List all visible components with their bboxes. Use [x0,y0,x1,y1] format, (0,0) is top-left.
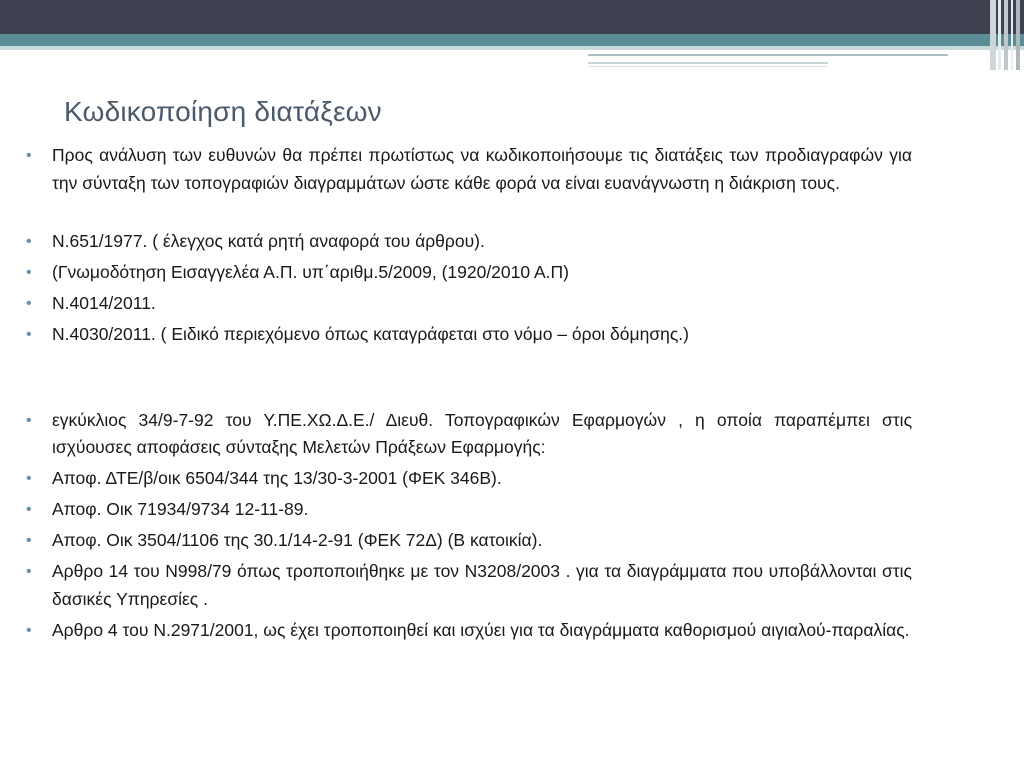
header-band [0,0,1024,34]
list-item [26,321,912,349]
list-item [26,142,912,197]
decorative-vertical-bar [1011,0,1013,70]
bullet-icon: • [26,147,32,164]
header-light-stripe [0,46,1024,50]
list-item-text: (Γνωμοδότηση Εισαγγελέα Α.Π. υπ΄αριθμ.5/2009, (1920/2010 Α.Π) [52,261,570,282]
decorative-line [588,54,948,56]
list-item [26,527,912,555]
list-item [26,228,912,256]
bullet-icon: • [26,411,32,429]
decorative-vertical-bar [1016,0,1020,70]
bullet-icon: • [26,532,32,549]
list-item [26,290,912,318]
list-item [26,496,912,524]
list-item [26,259,912,287]
list-item-text: Αρθρο 14 του Ν998/79 όπως τροποποιήθηκε με τον Ν3208/2003 . για τα διαγράμματα που υποβάλλονται στις δασικές Υπηρεσίες . [52,561,912,609]
decorative-vertical-bar [1004,0,1008,70]
list-item-text: εγκύκλιος 34/9-7-92 του Υ.ΠΕ.ΧΩ.Δ.Ε./ Διευθ. Τοπογραφικών Εφαρμογών , η οποία παραπέμπει στις ισχύουσες αποφάσεις σύνταξης Μελετών Πράξεων Εφαρμογής: [52,409,912,457]
bullet-icon: • [26,501,32,518]
list-item-text: Ν.4030/2011. ( Ειδικό περιεχόμενο όπως καταγράφεται στο νόμο – όροι δόμησης.) [52,323,689,344]
list-item [26,558,912,613]
bullet-icon: • [26,294,32,312]
list-item-text: Αποφ. ΔΤΕ/β/οικ 6504/344 της 13/30-3-2001 (ΦΕΚ 346Β). [52,468,502,488]
list-item-text: Προς ανάλυση των ευθυνών θα πρέπει πρωτίστως να κωδικοποιήσουμε τις διατάξεις των προδιαγραφών για την σύνταξη των τοπογραφιών διαγραμμάτων ώστε κάθε φορά να είναι ευανάγνωστη η διάκριση τους. [52,145,912,193]
decorative-line [588,62,828,64]
list-item-text: Αποφ. Οικ 71934/9734 12-11-89. [52,499,309,519]
decorative-line [588,66,828,67]
slide-title: Κωδικοποίηση διατάξεων [64,96,382,127]
bullet-list [26,142,912,648]
decorative-vertical-bar [998,0,1001,70]
bullet-icon: • [26,563,32,580]
list-item-text: Ν.4014/2011. [52,292,156,313]
decorative-vertical-bar [990,0,996,70]
list-item [26,407,912,462]
list-item [26,465,912,493]
spacer [26,201,912,228]
bullet-icon: • [26,263,32,281]
header-accent-stripe [0,34,1024,46]
list-item-text: Ν.651/1977. ( έλεγχος κατά ρητή αναφορά του άρθρου). [52,230,485,251]
bullet-icon: • [26,232,32,250]
list-item-text: Αποφ. Οικ 3504/1106 της 30.1/14-2-91 (ΦΕΚ 72Δ) (Β κατοικία). [52,530,543,550]
bullet-icon: • [26,470,32,487]
list-item [26,617,912,645]
bullet-icon: • [26,325,32,343]
spacer [26,352,912,407]
bullet-icon: • [26,621,32,639]
list-item-text: Αρθρο 4 του Ν.2971/2001, ως έχει τροποποιηθεί και ισχύει για τα διαγράμματα καθορισμού αιγιαλού-παραλίας. [52,619,910,640]
